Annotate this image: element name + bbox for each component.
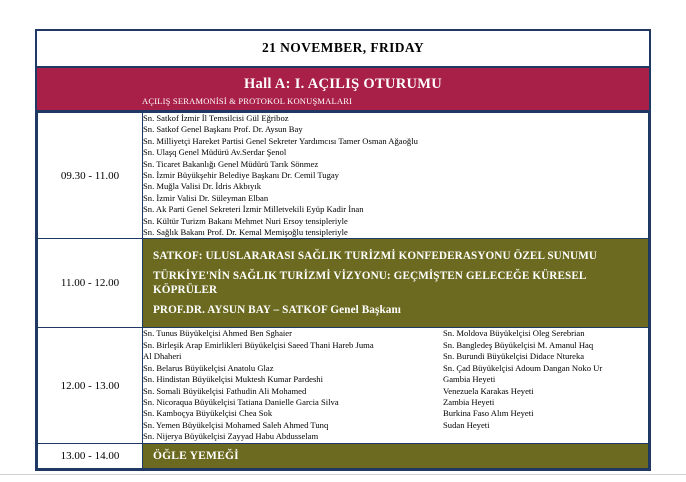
satkof-line-3: PROF.DR. AYSUN BAY – SATKOF Genel Başkanı — [153, 304, 401, 317]
date-title: 21 NOVEMBER, FRIDAY — [262, 40, 424, 55]
list-item: Sn. Somali Büyükelçisi Fathudin Ali Mohamed — [143, 385, 307, 396]
list-item: Sn. Sağlık Bakanı Prof. Dr. Kemal Memişoğlu tensipleriyle — [143, 227, 348, 238]
list-item: Sn. Ulaşq Genel Müdürü Av.Serdar Şenol — [143, 147, 287, 158]
list-item: Gambia Heyeti — [443, 374, 496, 385]
list-item: Sn. İzmir Valisi Dr. Süleyman Elban — [143, 192, 269, 203]
lunch-cell: ÖĞLE YEMEĞİ — [143, 443, 649, 468]
time-cell: 09.30 - 11.00 — [38, 113, 143, 239]
list-item: Sn. Nicoraqua Büyükelçisi Tatiana Danielle Garcia Silva — [143, 396, 339, 407]
satkof-line-1: SATKOF: ULUSLARARASI SAĞLIK TURİZMİ KONFEDERASYONU ÖZEL SUNUMU — [153, 250, 598, 263]
table-row-lunch — [38, 443, 649, 468]
list-item: Sn. Hindistan Büyükelçisi Muktesh Kumar Pardeshi — [143, 374, 323, 385]
list-item: Sn. Ak Parti Genel Sekreteri İzmir Milletvekili Eyüp Kadir İnan — [143, 204, 364, 215]
page-bottom-divider — [0, 474, 686, 475]
list-item: Sn. Birleşik Arap Emirlikleri Büyükelçisi Saeed Thani Hareb Juma — [143, 339, 374, 350]
time-cell: 13.00 - 14.00 — [38, 443, 143, 468]
list-item: Sn. Satkof Genel Başkanı Prof. Dr. Aysun Bay — [143, 124, 303, 135]
date-title-bar — [37, 31, 649, 68]
schedule-sheet — [35, 29, 651, 471]
time-cell: 11.00 - 12.00 — [38, 239, 143, 328]
hall-subtitle: AÇILIŞ SERAMONİSİ & PROTOKOL KONUŞMALARI — [142, 96, 353, 106]
satkof-cell — [143, 239, 649, 328]
list-item: Sn. Kültür Turizm Bakanı Mehmet Nuri Ersoy tensipleriyle — [143, 215, 348, 226]
list-item: Sn. Yemen Büyükelçisi Mohamed Saleh Ahmed Tunq — [143, 419, 329, 430]
satkof-line-2: TÜRKİYE'NİN SAĞLIK TURİZMİ VİZYONU: GEÇMİŞTEN GELECEĞE KÜRESEL KÖPRÜLER — [153, 270, 586, 297]
table-row-satkof — [38, 239, 649, 328]
time-cell: 12.00 - 13.00 — [38, 328, 143, 443]
ambassadors-right-column — [443, 328, 643, 442]
list-item: Sn. Muğla Valisi Dr. İdris Akbıyık — [143, 181, 262, 192]
ambassadors-cell — [143, 328, 649, 443]
speaker-list — [143, 113, 648, 238]
list-item: Zambia Heyeti — [443, 396, 495, 407]
hall-title: Hall A: I. AÇILIŞ OTURUMU — [243, 76, 443, 92]
list-item: Sn. Ticaret Bakanlığı Genel Müdürü Tarık Sönmez — [143, 158, 319, 169]
schedule-table — [37, 112, 649, 469]
ambassadors-columns — [143, 328, 648, 442]
list-item: Sn. Çad Büyükelçisi Adoum Dangan Noko Ur — [443, 362, 603, 373]
list-item: Sn. Satkof İzmir İl Temsilcisi Gül Eğriboz — [143, 113, 289, 123]
list-item: Venezuela Karakas Heyeti — [443, 385, 534, 396]
list-item: Sudan Heyeti — [443, 419, 490, 430]
table-row-ambassadors — [38, 328, 649, 443]
list-item: Sn. Nijerya Büyükelçisi Zayyad Habu Abdusselam — [143, 431, 319, 442]
ambassadors-left-column — [143, 328, 443, 442]
list-item: Sn. Tunus Büyükelçisi Ahmed Ben Sghaier — [143, 328, 292, 339]
list-item: Sn. Milliyetçi Hareket Partisi Genel Sekreter Yardımcısı Tamer Osman Ağaoğlu — [143, 135, 418, 146]
list-item: Sn. Moldova Büyükelçisi Oleg Serebrian — [443, 328, 585, 339]
list-item: Sn. Burundi Büyükelçisi Didace Ntureka — [443, 351, 585, 362]
table-row-opening — [38, 113, 649, 239]
hall-header — [37, 68, 649, 112]
list-item: Sn. Kamboçya Büyükelçisi Chea Sok — [143, 408, 273, 419]
list-item: Sn. Belarus Büyükelçisi Anatolu Glaz — [143, 362, 274, 373]
list-item: Al Dhaheri — [143, 351, 182, 362]
list-item: Sn. Bangledeş Büyükelçisi M. Amanul Haq — [443, 339, 594, 350]
satkof-lines — [143, 239, 648, 327]
list-item: Burkina Faso Alım Heyeti — [443, 408, 534, 419]
list-item: Sn. İzmir Büyükşehir Belediye Başkanı Dr. Cemil Tugay — [143, 170, 339, 181]
speakers-cell — [143, 113, 649, 239]
